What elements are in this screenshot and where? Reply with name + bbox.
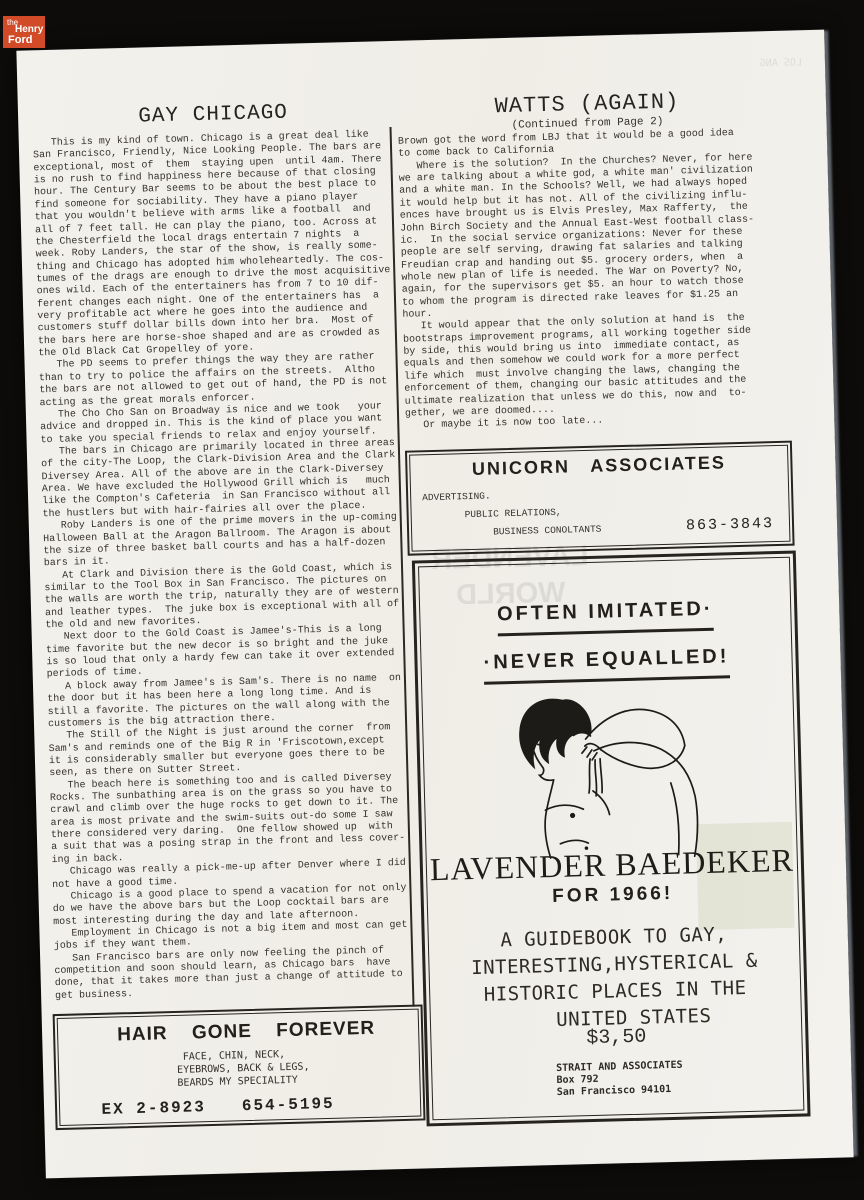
unicorn-service-advertising: ADVERTISING.: [422, 490, 491, 504]
hair-ad-services: FACE, CHIN, NECK, EYEBROWS, BACK & LEGS, BEARDS MY SPECIALITY: [176, 1049, 310, 1090]
hair-phone-2: 654-5195: [241, 1094, 335, 1116]
tagline-often-imitated-text: OFTEN IMITATED·: [497, 598, 714, 637]
baedeker-title: LAVENDER BAEDEKER: [429, 841, 795, 888]
ad-unicorn-associates: [405, 441, 795, 556]
ad-lavender-baedeker: [412, 551, 811, 1127]
logo-henry: Henry: [15, 24, 44, 35]
logo-ford: Ford: [8, 34, 33, 46]
henry-ford-logo: [3, 16, 45, 48]
forever-word: FOREVER: [275, 1017, 376, 1042]
baedeker-year: FOR 1966!: [551, 882, 674, 908]
unicorn-service-public-relations: PUBLIC RELATIONS,: [464, 506, 562, 521]
logo-the: the: [7, 18, 19, 27]
man-illustration: [472, 687, 746, 866]
watts-body: Brown got the word from LBJ that it would be a good idea to come back to California Where is the solution? In the Churches? Never, for here we are talking about a white god, a white man' civilization and a white man. In the Schools? Well, we had always hoped it would help but it has not. All of the civilizing influ- ences have brought us is Elvis Presley, Max Rafferty, the John Birch Society and the Annual East-West football class- ic. In the social service organizations: Never for these people are self serving, drawing fat salaries and talking Freudian crap and handing out $5. grocery orders, when a whole new plan of life is needed. The War on Poverty? No, again, for the supervisors get $5. an hour to watch those to whom the program is directed rake leaves for $1.25 an hour. It would appear that the only solution at hand is the bootstraps improvement programs, all working together side by side, this would bring us into immediate contact, as equals and then somehow we could work for a more perfect life which must involve changing the laws, changing the enforcement of them, changing our basic attitudes and the ultimate realization that unless we do this, now and to- gether, we are doomed.... Or maybe it is now too late...: [397, 128, 755, 432]
baedeker-description: A GUIDEBOOK TO GAY, INTERESTING,HYSTERICAL & HISTORIC PLACES IN THE UNITED STATES: [470, 923, 759, 1032]
gone-word: GONE: [191, 1020, 253, 1044]
gay-chicago-body: This is my kind of town. Chicago is a great deal like San Francisco, Friendly, Nice Looking People. The bars are exceptional, most of them staying upen until 4am. There is no rush to find happiness here because of that closing hour. The Century Bar seems to be about the best place to find someone for sociability. They have a piano player that you wouldn't believe with arms like a football and all of 7 feet tall. He can play the piano, too. Across at the Chesterfield the local drags entertain 7 nights a week. Roby Landers, the star of the show, is really some- thing and Chicago has adopted him wholeheartedly. The cos- tumes of the drags are enough to drive the most acquisitive ones wild. Each of the entertainers has from 7 to 10 dif- ferent changes each night. One of the entertainers has a very profitable act where he goes into the audience and customers stuff dollar bills down into her bra. Most of the bars here are horse-shoe shaped and are as crowded as the Old Black Cat Gropelley of yore. The PD seems to prefer things the way they are rather than to try to police the affairs on the streets. Altho the bars are not allowed to get out of hand, the PD is not acting as the great morals enforcer. The Cho Cho San on Broadway is nice and we took your advice and dropped in. This is the kind of place you want to take you special friends to relax and enjoy yourself. The bars in Chicago are primarily located in three areas of the city-The Loop, the Clark-Division Area and the Clark Diversey Area. All of the above are in the Clark-Diversey Area. We have excluded the Hollywood Grill which is much like the Compton's Cafeteria in San Francisco without all the hustlers but with hair-fairies all over the place. Roby Landers is one of the prime movers in the up-coming Halloween Ball at the Aragon Ballroom. The Aragon is about the size of three basket ball courts and has a half-dozen bars in it. At Clark and Division there is the Gold Coast, which is similar to the Tool Box in San Francisco. The pictures on the walls are worth the trip, naturally they are of western and leather types. The juke box is exceptional with all of the old and new favorites. Next door to the Gold Coast is Jamee's-This is a long time favorite but the new decor is so bright and the juke is so loud that only a hardy few can take it over extended periods of time. A block away from Jamee's is Sam's. There is no name on the door but it has been here a long long time. And is still a favorite. The pictures on the wall along with the customers is the big attraction there. The Still of the Night is just around the corner from Sam's and reminds one of the Big R in 'Friscotown,except it is considerably smaller but everyone goes there to be seen, as there on Sutter Street. The beach here is something too and is called Diversey Rocks. The sunbathing area is on the grass so you have to crawl and climb over the huge rocks to get down to it. The area is most private and the swim-suits out-do some I saw there considered very daring. One fellow showed up with a suit that was a posing strap in the front and less cover- ing in back. Chicago was really a pick-me-up after Denver where I did not have a good time. Chicago is a good place to spend a vacation for not only do we have the above bars but the Loop cocktail bars are most interesting during the day and late afternoon. Employment in Chicago is not a big item and most can get jobs if they want them. San Francisco bars are only now feeling the pinch of competition and soon should learn, as Chicago bars have done, that it takes more than just a change of attitude to get business.: [32, 129, 408, 1002]
unicorn-phone: 863-3843: [685, 515, 775, 535]
bleedthrough-text-mid: LAVENDER WORLD: [430, 539, 589, 612]
bleedthrough-text-top: LOS ANG: [759, 57, 803, 70]
ad-hair-gone-forever: [53, 1004, 426, 1130]
unicorn-service-consultants: BUSINESS CONOLTANTS: [492, 523, 602, 538]
hair-phone-1: EX 2-8923: [101, 1098, 207, 1119]
hair-word: HAIR: [116, 1023, 168, 1046]
tagline-never-equalled: [417, 644, 796, 687]
watts-continued-note: (Continued from Page 2): [511, 115, 664, 132]
watts-title: WATTS (AGAIN): [494, 89, 680, 120]
hair-ad-title: [117, 1018, 375, 1047]
tagline-never-equalled-text: ·NEVER EQUALLED!: [483, 645, 730, 684]
baedeker-price: $3,50: [586, 1025, 647, 1051]
document-page: [16, 30, 853, 1179]
unicorn-title: UNICORN ASSOCIATES: [471, 452, 727, 479]
hair-ad-phones: [35, 1093, 401, 1121]
tagline-often-imitated: [416, 596, 795, 639]
gay-chicago-title: GAY CHICAGO: [138, 101, 289, 129]
baedeker-address: STRAIT AND ASSOCIATES Box 792 San Francisco 94101: [556, 1059, 683, 1098]
